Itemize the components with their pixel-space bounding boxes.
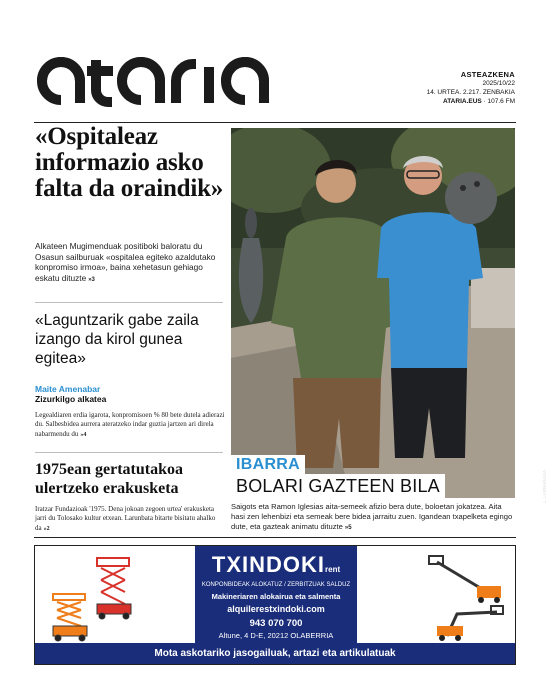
photo-title[interactable]: BOLARI GAZTEEN BILA — [231, 474, 445, 498]
issue-meta — [427, 70, 515, 106]
ad-slogan: KONPONBIDEAK ALOKATUZ / ZERBITZUAK SALDUZ — [201, 582, 351, 588]
ad-brand-main: TXINDOKI — [211, 552, 325, 577]
ataria-logo[interactable] — [34, 55, 272, 107]
exhibit-text — [35, 505, 225, 534]
masthead — [0, 0, 549, 122]
photo-place: IBARRA — [231, 455, 305, 475]
divider — [35, 302, 223, 303]
issue-date: 2025/10/22 — [482, 80, 515, 87]
issue-web[interactable] — [427, 97, 515, 106]
radio-frequency: · 107.6 FM — [483, 98, 515, 105]
photo-illustration — [231, 128, 515, 498]
ad-brand-suffix: rent — [325, 565, 341, 574]
quote-body: Legealdiaren erdia igarota, konpromisoen % 80 bete dutela adierazi du. Salbesbidea aurrera ateratzeko indar guztia jartzen ari direla nabarmendu du — [35, 411, 225, 438]
issue-number: 14. URTEA. 2.217. ZENBAKIA — [426, 89, 515, 96]
ad-address: Altune, 4 D-E, 20212 OLABERRIA — [218, 631, 334, 640]
photo-body: Saigots eta Ramon Iglesias aita-semeek afizio bera dute, boloetan jokatzea. Aita hasi zen lehenbizi eta semeak bere bidea jarraitu zuen. Igandean txapelketa egingo dute, eta gazteak animatu dituzte — [231, 502, 513, 531]
issue-day: ASTEAZKENA — [460, 70, 515, 79]
ad-brand[interactable] — [196, 552, 356, 578]
ad-top-rule — [34, 537, 516, 538]
quote-headline[interactable]: «Laguntzarik gabe zaila izango da kirol gunea egitea» — [35, 312, 199, 367]
exhibit-body: Iratzar Fundazioak '1975. Dena jokoan zegoen urtea' erakusketa jarri du Tolosako kultur etxean. Larunbata bitarte bisitatu ahalko da — [35, 505, 216, 532]
lead-body: Alkateen Mugimenduak positiboki baloratu du Osasun sailburuak «ospitalea egiteko azaldutako konpromiso irmoa», baina xehetasun gehiago eskatu dituzte — [35, 241, 216, 283]
quote-author: Maite Amenabar — [35, 384, 101, 394]
quote-page-ref[interactable]: »4 — [80, 431, 87, 438]
ad-bottom-banner: Mota askotariko jasogailuak, artazi eta artikulatuak — [35, 643, 515, 664]
ad-services: Makineriaren alokairua eta salmenta — [211, 592, 341, 601]
quote-role: Zizurkilgo alkatea — [35, 394, 107, 404]
exhibit-page-ref[interactable]: »2 — [43, 525, 50, 532]
boom-lift-icon — [427, 552, 507, 642]
quote-text — [35, 411, 225, 440]
ad-phone[interactable]: 943 070 700 — [249, 618, 303, 629]
lead-headline[interactable]: «Ospitaleaz informazio asko falta da oraindik» — [35, 123, 224, 202]
txindoki-ad[interactable] — [34, 545, 516, 665]
scissor-lift-icon — [45, 556, 185, 642]
photo-page-ref[interactable]: »5 — [344, 525, 352, 531]
lead-text — [35, 241, 225, 285]
exhibit-headline[interactable]: 1975ean gertatutakoa ulertzeko erakusketa — [35, 461, 183, 497]
ad-website-link[interactable]: alquilerestxindoki.com — [227, 604, 325, 614]
photo-text — [231, 502, 516, 533]
lead-photo[interactable] — [231, 128, 515, 498]
lead-page-ref[interactable]: »3 — [88, 276, 95, 283]
website-link[interactable]: ATARIA.EUS — [442, 98, 482, 105]
divider — [35, 452, 223, 453]
photo-credit: L. LARRAÑAGA — [542, 470, 547, 503]
